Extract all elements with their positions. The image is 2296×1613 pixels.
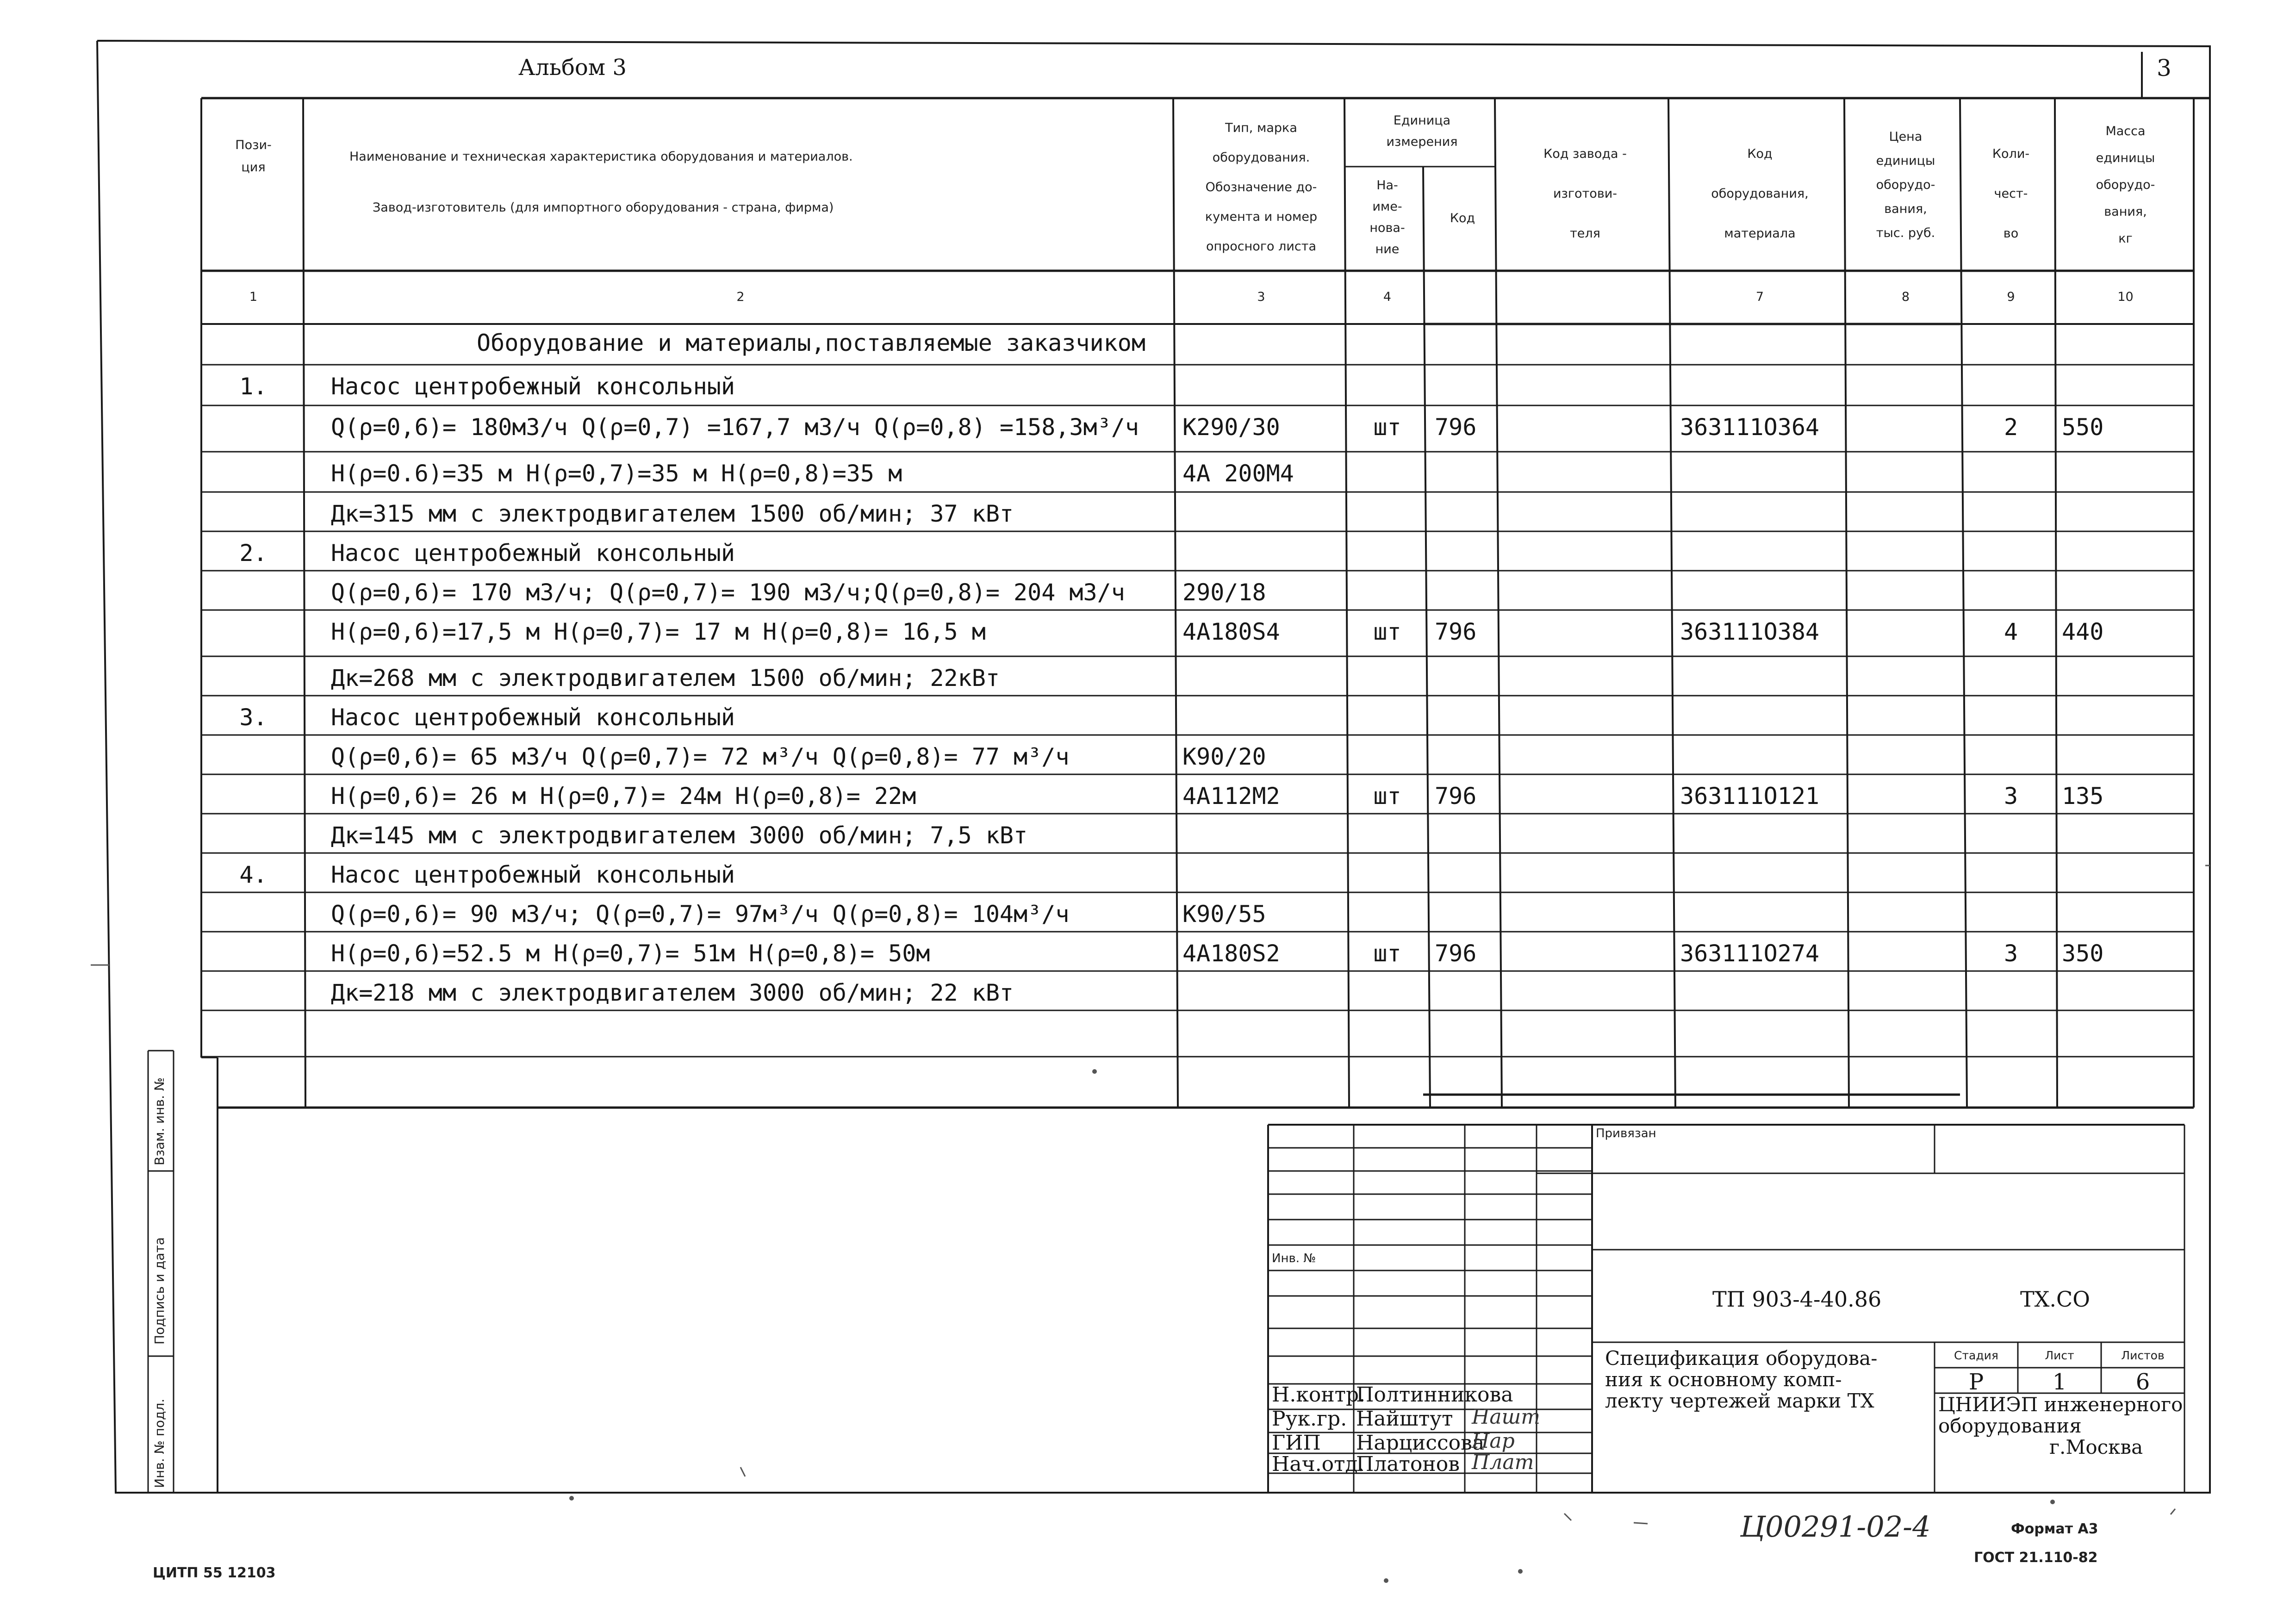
handwritten-signature: Нашт (1472, 1405, 1541, 1429)
handwritten-signature: Нар (1472, 1429, 1515, 1453)
col-num-10: 10 (2117, 290, 2134, 304)
row-text: H(ρ=0,6)= 26 м H(ρ=0,7)= 24м H(ρ=0,8)= 22м (331, 783, 916, 810)
header-pos: Пози- ция (235, 138, 272, 174)
row-code: 796 (1435, 414, 1477, 441)
row-text: H(ρ=0.6)=35 м H(ρ=0,7)=35 м H(ρ=0,8)=35 м (331, 460, 902, 487)
scan-speck (2050, 1500, 2055, 1504)
row-text: Q(ρ=0,6)= 90 м3/ч; Q(ρ=0,7)= 97м³/ч Q(ρ=0,8)= 104м³/ч (331, 901, 1070, 928)
row-qty: 3 (2004, 940, 2018, 967)
row-pos: 2. (239, 540, 268, 567)
row-type: 4А180S4 (1182, 618, 1280, 645)
row-code: 796 (1435, 783, 1477, 810)
header-factory: Код завода - изготови- теля (1543, 147, 1627, 241)
row-unit: шт (1373, 940, 1401, 967)
stage-value: Р (1968, 1369, 1984, 1395)
signature-name: Найштут (1356, 1407, 1453, 1431)
row-pos: 4. (239, 861, 268, 888)
doc-description: Спецификация оборудова- ния к основному комп- лекту чертежей марки ТХ (1605, 1347, 1878, 1412)
header-name-line1: Наименование и техническая характеристика оборудования и материалов. (349, 149, 853, 164)
org-name: ЦНИИЭП инженерного оборудования г.Москва (1938, 1393, 2183, 1458)
stage-label: Стадия (1954, 1349, 1998, 1362)
inv-no-label: Инв. № (1272, 1252, 1316, 1265)
doc-mark: ТХ.СО (2020, 1287, 2090, 1312)
signature-name: Нарциссова (1356, 1431, 1485, 1455)
scan-speck (1384, 1578, 1388, 1583)
scan-speck (1518, 1569, 1523, 1574)
side-label-inventory: Инв. № подл. (152, 1398, 167, 1488)
col-num-3: 3 (1257, 290, 1265, 304)
row-text: Дк=218 мм с электродвигателем 3000 об/мин; 22 кВт (331, 979, 1014, 1006)
album-label: Альбом 3 (518, 55, 627, 81)
inventory-number: Ц00291-02-4 (1740, 1510, 1931, 1544)
row-text: Дк=315 мм с электродвигателем 1500 об/мин; 37 кВт (331, 500, 1014, 527)
header-price: Цена единицы оборудо- вания, тыс. руб. (1876, 130, 1935, 240)
row-equip: 363111О121 (1680, 783, 1820, 810)
col-num-1: 1 (249, 290, 258, 304)
row-type: К290/30 (1182, 414, 1280, 441)
row-mass: 440 (2062, 618, 2104, 645)
col-num-7: 7 (1755, 290, 1764, 304)
row-pos: 1. (239, 373, 268, 400)
signature-role: Н.контр. (1272, 1383, 1366, 1407)
scan-speck (569, 1496, 574, 1501)
sheets-value: 6 (2135, 1369, 2150, 1395)
row-text: Q(ρ=0,6)= 65 м3/ч Q(ρ=0,7)= 72 м³/ч Q(ρ=0,8)= 77 м³/ч (331, 743, 1070, 770)
row-text: Насос центробежный консольный (331, 540, 735, 567)
row-text: Дк=268 мм с электродвигателем 1500 об/мин; 22кВт (331, 665, 1000, 691)
row-type: 4А180S2 (1182, 940, 1280, 967)
row-text: Q(ρ=0,6)= 170 м3/ч; Q(ρ=0,7)= 190 м3/ч;Q(ρ=0,8)= 204 м3/ч (331, 579, 1125, 606)
row-unit: шт (1373, 618, 1401, 645)
privyazan-label: Привязан (1596, 1127, 1656, 1140)
signature-role: Рук.гр. (1272, 1407, 1347, 1431)
header-unit-name: На- име- нова- ние (1369, 178, 1405, 256)
row-unit: шт (1373, 783, 1401, 810)
row-code: 796 (1435, 940, 1477, 967)
col-num-9: 9 (2007, 290, 2015, 304)
sheets-label: Листов (2121, 1349, 2165, 1362)
section-title: Оборудование и материалы,поставляемые заказчиком (477, 330, 1145, 356)
header-mass: Масса единицы оборудо- вания, кг (2096, 124, 2155, 246)
row-mass: 135 (2062, 783, 2104, 810)
side-label-replacement: Взам. инв. № (152, 1077, 167, 1165)
col-num-4: 4 (1383, 290, 1392, 304)
row-code: 796 (1435, 618, 1477, 645)
signature-role: ГИП (1272, 1431, 1321, 1455)
row-unit: шт (1373, 414, 1401, 441)
row-qty: 3 (2004, 783, 2018, 810)
row-type: К90/20 (1182, 743, 1266, 770)
sheet-number: 3 (2157, 55, 2172, 81)
col-num-8: 8 (1901, 290, 1910, 304)
row-type: 290/18 (1182, 579, 1266, 606)
row-text: H(ρ=0,6)=52.5 м H(ρ=0,7)= 51м H(ρ=0,8)= 50м (331, 940, 930, 967)
row-mass: 550 (2062, 414, 2104, 441)
printer-label: ЦИТП 55 12103 (153, 1565, 276, 1581)
row-pos: 3. (239, 704, 268, 731)
row-text: Дк=145 мм с электродвигателем 3000 об/мин; 7,5 кВт (331, 822, 1028, 849)
sheet-value: 1 (2052, 1369, 2067, 1395)
handwritten-signature: Плат (1472, 1451, 1534, 1474)
header-unit-code: Код (1450, 211, 1475, 225)
header-name-line2: Завод-изготовитель (для импортного оборудования - страна, фирма) (373, 200, 834, 215)
signature-name: Платонов (1356, 1452, 1460, 1476)
row-equip: 363111О364 (1680, 414, 1820, 441)
row-text: Q(ρ=0,6)= 180м3/ч Q(ρ=0,7) =167,7 м3/ч Q(ρ=0,8) =158,3м³/ч (331, 414, 1139, 441)
row-text: Насос центробежный консольный (331, 861, 735, 888)
row-text: H(ρ=0,6)=17,5 м H(ρ=0,7)= 17 м H(ρ=0,8)= 16,5 м (331, 618, 986, 645)
signature-name: Полтинникова (1356, 1383, 1513, 1407)
row-type: 4А112М2 (1182, 783, 1280, 810)
row-equip: 363111О384 (1680, 618, 1820, 645)
row-qty: 4 (2004, 618, 2018, 645)
row-text: Насос центробежный консольный (331, 373, 735, 400)
sheet-label: Лист (2045, 1349, 2074, 1362)
col-num-2: 2 (736, 290, 745, 304)
format-label: Формат А3 (2011, 1521, 2098, 1537)
header-unit: Единица измерения (1386, 113, 1458, 149)
row-type: 4А 200М4 (1182, 460, 1294, 487)
header-equip-code: Код оборудования, материала (1711, 147, 1809, 241)
row-type: К90/55 (1182, 901, 1266, 928)
row-mass: 350 (2062, 940, 2104, 967)
row-qty: 2 (2004, 414, 2018, 441)
gost-label: ГОСТ 21.110-82 (1974, 1550, 2098, 1566)
side-label-signature: Подпись и дата (152, 1237, 167, 1345)
header-qty: Коли- чест- во (1992, 147, 2030, 241)
scan-speck (1092, 1069, 1097, 1074)
row-equip: 363111О274 (1680, 940, 1820, 967)
header-type: Тип, марка оборудования. Обозначение до- кумента и номер опросного листа (1205, 121, 1318, 254)
signature-role: Нач.отд. (1272, 1452, 1364, 1476)
doc-code: ТП 903-4-40.86 (1712, 1287, 1882, 1312)
row-text: Насос центробежный консольный (331, 704, 735, 731)
